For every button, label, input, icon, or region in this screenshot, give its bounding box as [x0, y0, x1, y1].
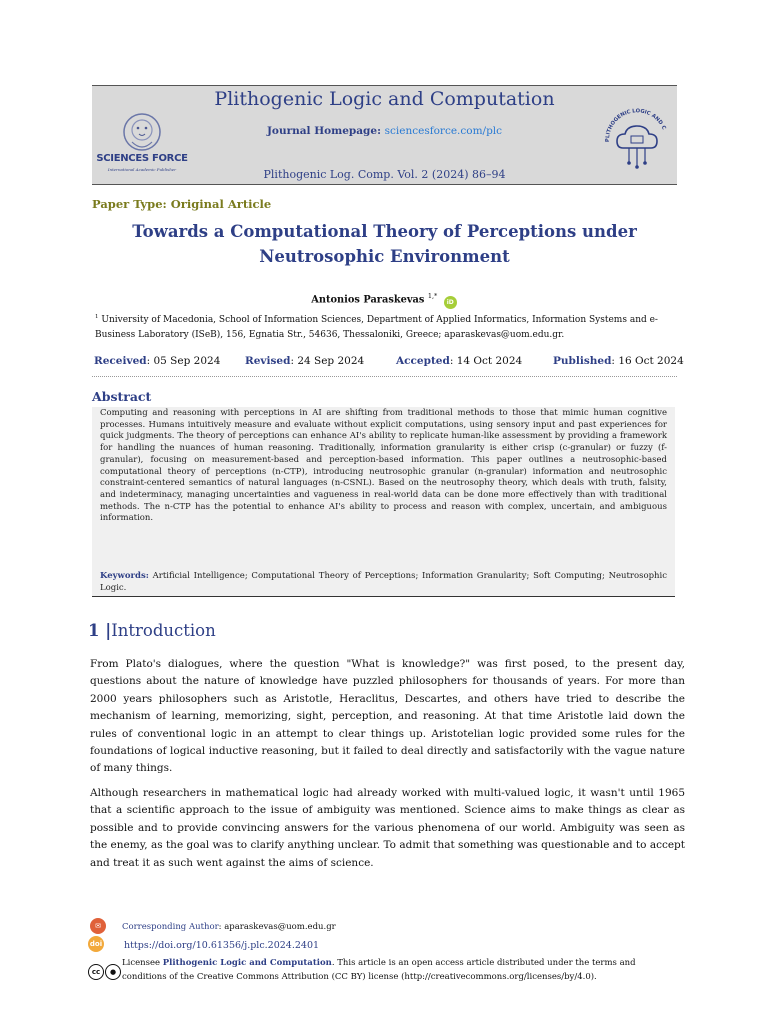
revised-date: Revised: 24 Sep 2024 — [245, 355, 365, 367]
paper-type: Paper Type: Original Article — [92, 197, 272, 211]
corr-email[interactable]: aparaskevas@uom.edu.gr — [224, 922, 336, 932]
author-affiliation-marker: 1,* — [427, 292, 438, 300]
received-date: Received: 05 Sep 2024 — [94, 355, 221, 367]
article-title-line1: Towards a Computational Theory of Perceptions under — [132, 222, 637, 241]
corr-label: Corresponding Author — [122, 922, 219, 932]
cc-icon: cc — [88, 964, 104, 980]
section-number: 1 | — [88, 621, 112, 640]
doi-icon: doi — [88, 936, 104, 952]
intro-paragraph-1: From Plato's dialogues, where the question "What is knowledge?" was first posed, to the present day, questions about the nature of knowledge have puzzled philosophers for thousands of years. For more than 2000 years philosophers such as Aristotle, Heraclitus, Descartes, and others have tried to describe the mechanism of learning, memorizing, sight, perception, and reasoning. At that time Aristotle laid down the rules of conventional logic in an attempt to clear things up. Aristotelian logic provided some rules for the foundations of logical inductive reasoning, but it failed to deal directly and satisfactorily with the vague nature of many things. — [90, 658, 685, 775]
attribution-icon: ● — [105, 964, 121, 980]
abstract-box — [92, 407, 675, 597]
article-title-line2: Neutrosophic Environment — [259, 247, 510, 266]
keywords — [100, 571, 667, 594]
journal-volume: Plithogenic Log. Comp. Vol. 2 (2024) 86–94 — [263, 168, 506, 181]
publisher-name: SCIENCES FORCE — [96, 153, 188, 164]
abstract-text: Computing and reasoning with perceptions in AI are shifting from traditional methods to those that mimic human cognitive processes. Humans intuitively measure and evaluate without explicit computations, using sensory input and past experiences for quick judgments. The theory of perceptions can enhance AI's ability to replicate human-like assessment by providing a framework for handling the nuances of human reasoning. Traditionally, information granularity is either crisp (c-granular) or fuzzy (f-granular), focusing on measurement-based and perception-based information. This paper outlines a neutrosophic-based computational theory of perceptions (n-CTP), introducing neutrosophic granular (n-granular) information and neutrosophic constraint-centered semantics of natural languages (n-CSNL). Based on the neutrosophy theory, which deals with truth, falsity, and indeterminacy, managing uncertainties and vagueness in real-world data can be done more effectively than with traditional methods. The n-CTP has the potential to enhance AI's ability to process and reason with complex, uncertain, and ambiguous information. — [100, 408, 667, 524]
svg-text:PLITHOGENIC LOGIC AND COMPUTAT — [597, 94, 667, 142]
journal-homepage: Journal Homepage: sciencesforce.com/plc — [266, 125, 503, 137]
license-journal: Plithogenic Logic and Computation — [162, 958, 332, 968]
homepage-label: Journal Homepage — [266, 125, 378, 137]
publisher-tagline: International Academic Publisher — [107, 167, 177, 172]
keywords-label: Keywords: — [100, 571, 149, 581]
affiliation — [95, 310, 670, 343]
section-heading-introduction — [88, 621, 216, 640]
accepted-date: Accepted: 14 Oct 2024 — [396, 355, 523, 367]
intro-paragraph-2: Although researchers in mathematical logic had already worked with multi-valued logic, it wasn't until 1965 that a scientific approach to the issue of ambiguity was mentioned. Science aims to make things as clear as possible and to provide convincing answers for the various phenomena of our world. Ambiguity was seen as the enemy, as the goal was to clarify anything unclear. To admit that something was questionable and to accept and treat it as such went against the aims of science. — [90, 787, 685, 869]
journal-logo-text: PLITHOGENIC LOGIC AND C — [604, 108, 667, 143]
affiliation-marker: 1 — [95, 314, 99, 320]
author-name: Antonios Paraskevas — [311, 294, 425, 306]
orcid-icon[interactable]: iD — [444, 296, 457, 309]
journal-logo — [597, 94, 675, 176]
abstract-heading: Abstract — [92, 389, 152, 404]
journal-header — [92, 85, 677, 185]
license-text: Licensee Plithogenic Logic and Computation. This article is an open access article distributed under the terms and conditions of the Creative Commons Attribution (CC BY) license (http://creativecommons.org/licenses/by/4.0). — [122, 958, 636, 982]
affiliation-line1: University of Macedonia, School of Information Sciences, Department of Applied Informatics, Information Systems and e- — [101, 315, 658, 325]
homepage-link[interactable]: sciencesforce.com/plc — [384, 125, 503, 137]
author-line — [0, 292, 768, 309]
dates-divider — [92, 376, 677, 377]
article-title — [92, 219, 677, 269]
published-date: Published: 16 Oct 2024 — [553, 355, 684, 367]
email-icon: ✉ — [90, 918, 106, 934]
section-title: Introduction — [111, 621, 216, 640]
cloud-circuit-icon — [597, 94, 675, 176]
doi-link[interactable]: https://doi.org/10.61356/j.plc.2024.2401 — [124, 940, 320, 951]
journal-title: Plithogenic Logic and Computation — [214, 88, 555, 110]
affiliation-line2: Business Laboratory (ISeB), 156, Egnatia Str., 54636, Thessaloniki, Greece; aparaskevas@uom.edu.gr. — [95, 330, 565, 340]
publisher-logo — [94, 112, 190, 176]
keywords-list: Artificial Intelligence; Computational Theory of Perceptions; Information Granularity; Soft Computing; Neutrosophic Logic. — [100, 571, 667, 593]
